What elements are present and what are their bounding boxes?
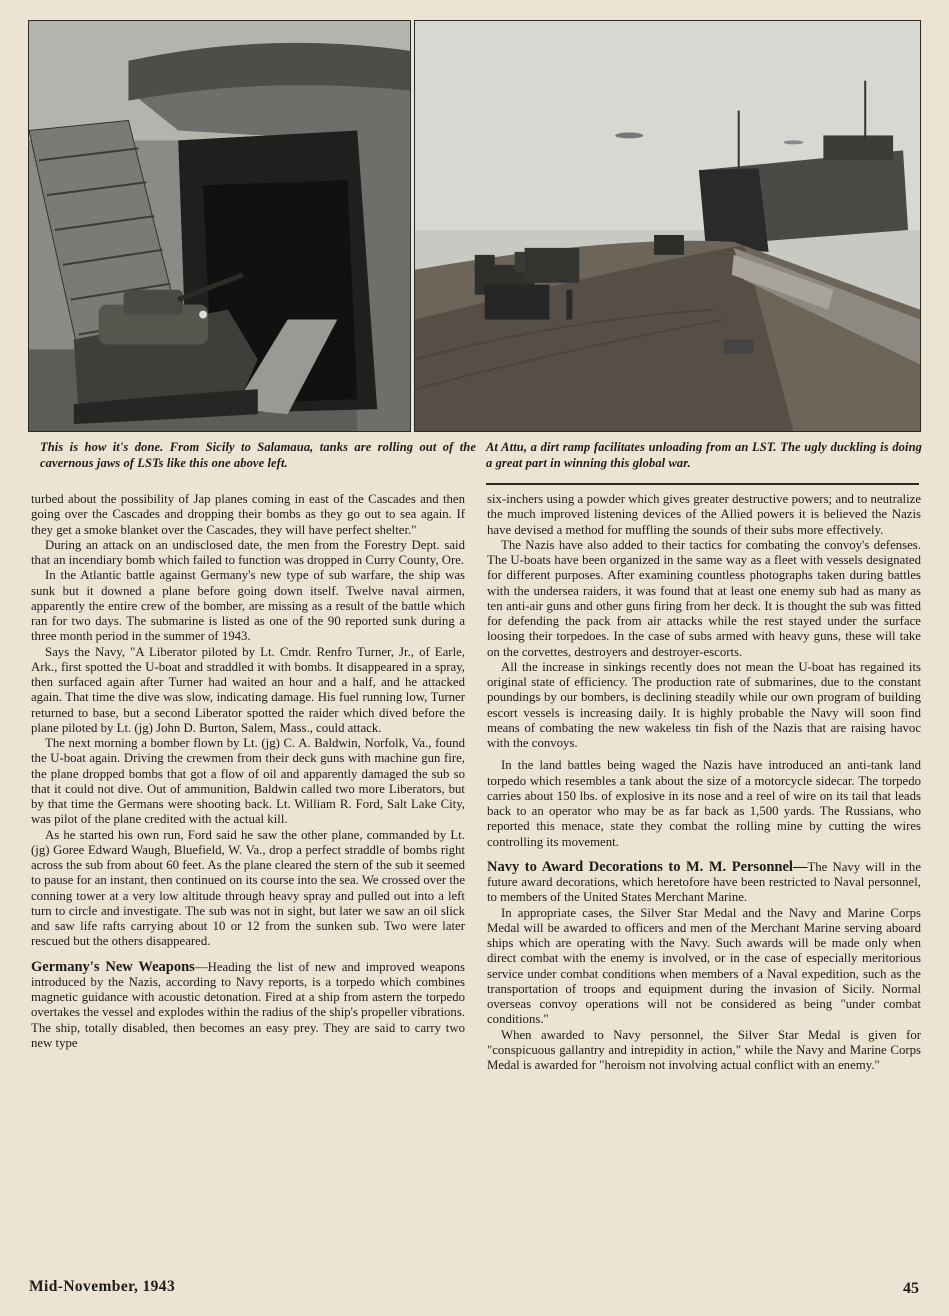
heading-dash: —	[194, 959, 208, 974]
column-divider-rule	[486, 483, 919, 485]
section-heading-navy-awards: Navy to Award Decorations to M. M. Personnel	[487, 858, 793, 875]
photo-caption-left: This is how it's done. From Sicily to Salamaua, tanks are rolling out of the cavernous jaws of LSTs like this one above left.	[40, 440, 476, 470]
paragraph: As he started his own run, Ford said he saw the other plane, commanded by Lt. (jg) Goree Edward Waugh, Bluefield, W. Va., drop a perfect straddle of bombs right across the sub from about 60 feet. As the plane cleared the stern of the sub it seemed to pause for an instant, then continued on its course into the sea. We crossed over the conning tower at a very low altitude through heavy spray and pulled out into a left turn to circle and investigate. The sub was not in sight, but later we saw an oil slick and saw life rafts carrying about 10 or 12 from the sunken sub. Two were later rescued but the others disappeared.	[31, 827, 465, 949]
paragraph: six-inchers using a powder which gives greater destructive powers; and to neutralize the much improved listening devices of the Allied powers it is believed the Nazis have devised a method for muffling the sounds of their subs more effectively.	[487, 492, 921, 537]
paragraph: turbed about the possibility of Jap planes coming in east of the Cascades and then going over the Cascades and dropping their bombs as they go out to sea again. If they get a smoke blanket over the Cascades, they will have perfect shelter."	[31, 492, 465, 537]
article-column-left	[31, 492, 465, 1051]
paragraph: The Nazis have also added to their tactics for combating the convoy's defenses. The U-boats have been organized in the same way as a fleet with vessels designated for different purposes. After examining countless photographs taken during battles with the undersea raiders, it was found that at least one enemy sub had as many as ten anti-air guns and other guns firing from her deck. It is thought the sub was fitted for defending the pack from air attacks while the rest stayed under the surface loosing their torpedoes. In the case of subs armed with heavy guns, these will take on the corvettes, destroyers and destroyer-escorts.	[487, 537, 921, 659]
paragraph: Says the Navy, "A Liberator piloted by Lt. Cmdr. Renfro Turner, Jr., of Earle, Ark., first spotted the U-boat and straddled it with bombs. It disappeared in a spray, then surfaced again after Turner had waited an hour and a half, and he attacked again. That time the dive was slow, indicating damage. His fuel running low, Turner returned to base, but a second Liberator spotted the raider which dived before the plane piloted by Lt. (jg) John D. Burton, Salem, Mass., could attack.	[31, 644, 465, 735]
paragraph: During an attack on an undisclosed date, the men from the Forestry Dept. said that an incendiary bomb which failed to function was dropped in Curry County, Ore.	[31, 537, 465, 567]
heading-dash: —	[792, 858, 808, 875]
article-column-right	[487, 492, 921, 1073]
paragraph: The next morning a bomber flown by Lt. (jg) C. A. Baldwin, Norfolk, Va., found the U-boat again. Driving the crewmen from their deck guns with machine gun fire, the plane dropped bombs that got a flow of oil and apparently damaged the sub so that it could not dive. Out of ammunition, Baldwin called two more Liberators, but by that time the Germans were shooting back. Lt. William R. Ford, Salt Lake City, was pilot of the plane credited with the actual kill.	[31, 736, 465, 827]
photo-tank-leaving-lst	[28, 20, 411, 432]
section-text: The Navy will in the future award decorations, which heretofore have been restricted to Naval personnel, to members of the United States Merchant Marine.	[487, 859, 922, 905]
paragraph: When awarded to Navy personnel, the Silver Star Medal is given for "conspicuous gallantry and intrepidity in action," while the Navy and Marine Corps Medal is awarded for "heroism not involving actual conflict with an enemy."	[487, 1027, 921, 1072]
tank-lst-photo-illustration	[29, 21, 410, 431]
weapons-section-paragraph	[31, 960, 465, 1052]
section-text: Heading the list of new and improved weapons introduced by the Nazis, according to Navy reports, is a torpedo which combines magnetic guidance with acoustic detonation. Fired at a ship from astern the torpedo overtakes the vessel and explodes within the radius of the ship's propeller vibrations. The ship, totally disabled, then becomes an easy prey. They are said to carry two new type	[31, 959, 465, 1050]
photo-caption-right: At Attu, a dirt ramp facilitates unloading from an LST. The ugly duckling is doing a great part in winning this global war.	[486, 440, 922, 470]
photo-attu-dirt-ramp	[414, 20, 921, 432]
paragraph: In appropriate cases, the Silver Star Medal and the Navy and Marine Corps Medal will be awarded to officers and men of the Merchant Marine serving aboard ships which are operating with the Navy. Such awards will be made only when direct combat with the enemy is involved, or in the case of especially meritorious service under combat conditions when members of a Naval expedition, such as the transportation of troops and equipment during the invasion of Sicily. Normal overseas convoy operations will not be considered as being "under combat conditions."	[487, 905, 921, 1027]
attu-ramp-photo-illustration	[415, 21, 920, 431]
section-heading-germanys-new-weapons: Germany's New Weapons	[31, 958, 195, 975]
paragraph: In the Atlantic battle against Germany's new type of sub warfare, the ship was sunk but it downed a plane before going down itself. Twelve naval airmen, apparently the entire crew of the bomber, are missing as a result of the battle which ran for two days. The submarine is listed as one of the 90 reported sunk during a three month period in the summer of 1943.	[31, 568, 465, 644]
navy-section-paragraph	[487, 860, 921, 906]
page-number: 45	[903, 1280, 919, 1297]
paragraph: All the increase in sinkings recently does not mean the U-boat has regained its original state of efficiency. The production rate of submarines, due to the constant poundings by our bombers, is declining steadily while our own program of building escort vessels is increasing daily. It is highly probable the Navy will soon find means of combating the new wakeless tin fish of the Nazis that are raising havoc with the convoys.	[487, 659, 921, 750]
paragraph: In the land battles being waged the Nazis have introduced an anti-tank land torpedo which resembles a tank about the size of a motorcycle sidecar. The torpedo carries about 150 lbs. of explosive in its nose and a reel of wire on its tail that leads back to an operator who may be as far back as 1,500 yards. The Russians, who reported this menace, state they combat the rolling mine by cutting the wires controlling its movement.	[487, 758, 921, 849]
issue-date: Mid-November, 1943	[29, 1278, 176, 1295]
